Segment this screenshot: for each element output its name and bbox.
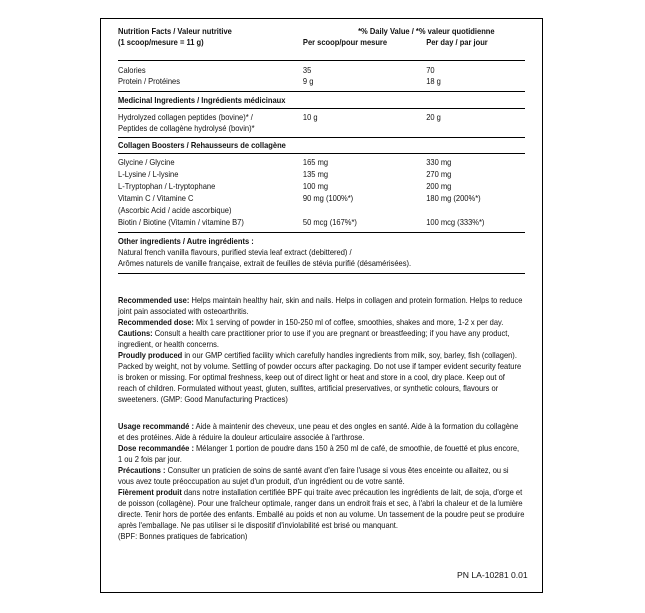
other-heading: Other ingredients / Autre ingrédients : (118, 237, 254, 246)
cautions (118, 328, 525, 350)
boosters-rows (118, 157, 525, 229)
row-value-scoop: 10 g (302, 113, 318, 122)
text: dans notre installation certifiée BPF qui traite avec précaution les ingrédients de lait, de soja, d'orge et de poisson (collagène). Pour une fraîcheur optimale, ranger dans un endroit frais et sec, à l'abri la chaleur et de la lumière directe. Tenir hors de portée des enfants. Emballé au poids et non au volume. Un tassement de la poudre peut se produire après l'emballage. Ne pas utiliser si le dispositif d'inviolabilité est brisé ou manquant. (118, 488, 525, 530)
row-value-scoop: 35 (302, 66, 312, 75)
row-value-scoop: 165 mg (302, 158, 329, 167)
dose-recommandee (118, 443, 525, 465)
table-row (118, 217, 492, 229)
column-header-scoop: Per scoop/pour mesure (302, 38, 388, 47)
column-header-day: Per day / par jour (426, 38, 488, 47)
boosters-section (118, 140, 525, 151)
table-row (118, 169, 492, 181)
medicinal-heading: Medicinal Ingredients / Ingrédients médicinaux (118, 96, 286, 105)
row-label: Hydrolyzed collagen peptides (bovine)* / (118, 113, 253, 122)
label: Dose recommandée : (118, 444, 194, 453)
table-row (118, 76, 492, 87)
macro-rows (118, 65, 525, 87)
row-label: Vitamin C / Vitamine C (118, 194, 194, 203)
table-row (118, 157, 492, 169)
row-label: Glycine / Glycine (118, 158, 175, 167)
divider (118, 60, 525, 61)
text: in our GMP certified facility which carefully handles ingredients from milk, soy, barley, fish (collagen). Packed by weight, not by volume. Settling of powder occurs after packaging. Do not use if tamper evident security feature is broken or missing. For optimal freshness, keep out of direct light or heat and store in a cool, dry place. Keep out of reach of children. Formulated without yeast, gluten, sulfites, artificial preservatives, or synthetic colours, flavours or sweeteners. (GMP: Good Manufacturing Practices) (118, 351, 522, 404)
row-label: Protein / Protéines (118, 77, 180, 86)
row-value-day: 270 mg (426, 170, 452, 179)
text: Consult a health care practitioner prior to use if you are pregnant or breastfeeding; if you have any product, ingredient, or health concerns. (118, 329, 510, 349)
row-label: L-Lysine / L-lysine (118, 170, 179, 179)
nutrition-facts-table (118, 26, 525, 49)
medicinal-rows (118, 112, 525, 134)
divider (118, 153, 525, 154)
facts-title: Nutrition Facts / Valeur nutritive (118, 27, 232, 36)
bpf-note: (BPF: Bonnes pratiques de fabrication) (118, 532, 248, 541)
row-value-day: 100 mcg (333%*) (426, 218, 485, 227)
label: Recommended dose: (118, 318, 194, 327)
medicinal-section (118, 95, 525, 106)
table-row (118, 65, 492, 76)
label: Cautions: (118, 329, 153, 338)
row-label: Biotin / Biotine (Vitamin / vitamine B7) (118, 218, 244, 227)
other-line: Arômes naturels de vanille française, extrait de feuilles de stévia purifié (désamérisées). (118, 259, 412, 268)
recommended-dose (118, 317, 525, 328)
row-value-scoop: 90 mg (100%*) (302, 194, 354, 203)
divider (118, 108, 525, 109)
row-value-day: 18 g (426, 77, 441, 86)
text: Mélanger 1 portion de poudre dans 150 à 250 ml de café, de smoothie, de fouetté et plus encore, 1 ou 2 fois par jour. (118, 444, 520, 464)
row-label: (Ascorbic Acid / acide ascorbique) (118, 206, 232, 215)
label: Recommended use: (118, 296, 190, 305)
table-row (118, 181, 492, 193)
row-value-scoop: 9 g (302, 77, 314, 86)
precautions (118, 465, 525, 487)
text: Consulter un praticien de soins de santé avant d'en faire l'usage si vous êtes enceinte ou allaitez, ou si vous avez toute préoccupation au sujet d'un produit, d'un ingrédient ou de votre santé. (118, 466, 509, 486)
label: Proudly produced (118, 351, 183, 360)
row-value-day: 330 mg (426, 158, 452, 167)
usage-recommande (118, 421, 525, 443)
row-value-scoop: 50 mcg (167%*) (302, 218, 357, 227)
table-row (118, 205, 492, 217)
label: Fièrement produit (118, 488, 182, 497)
row-label: Peptides de collagène hydrolysé (bovin)* (118, 124, 255, 133)
text: Mix 1 serving of powder in 150-250 ml of coffee, smoothies, shakes and more, 1-2 x per day. (193, 318, 504, 327)
row-value-day: 20 g (426, 113, 441, 122)
english-directions (118, 295, 525, 405)
boosters-heading: Collagen Boosters / Rehausseurs de collagène (118, 141, 286, 150)
production-info (118, 350, 525, 405)
other-ingredients (118, 236, 525, 269)
other-line: Natural french vanilla flavours, purified stevia leaf extract (debittered) / (118, 248, 352, 257)
table-row (118, 112, 492, 123)
divider (118, 232, 525, 233)
recommended-use (118, 295, 525, 317)
product-code: PN LA-10281 0.01 (457, 570, 528, 580)
row-value-day: 70 (426, 66, 435, 75)
row-label: Calories (118, 66, 146, 75)
text: Aide à maintenir des cheveux, une peau et des ongles en santé. Aide à la formation du collagène et des protéines. Aide à réduire la douleur articulaire associée à l'arthrose. (118, 422, 519, 442)
row-value-day: 200 mg (426, 182, 452, 191)
row-value-scoop: 100 mg (302, 182, 329, 191)
row-label: L-Tryptophan / L-tryptophane (118, 182, 216, 191)
divider (118, 273, 525, 274)
text: Helps maintain healthy hair, skin and nails. Helps in collagen and protein formation. Helps to reduce joint pain associated with osteoarthritis. (118, 296, 523, 316)
table-row (118, 193, 492, 205)
serving-size: (1 scoop/mesure = 11 g) (118, 38, 204, 47)
fierement-produit (118, 487, 525, 531)
table-row (118, 123, 492, 134)
divider (118, 91, 525, 92)
label: Usage recommandé : (118, 422, 194, 431)
divider (118, 137, 525, 138)
french-directions (118, 421, 525, 542)
label: Précautions : (118, 466, 166, 475)
daily-value-note: *% Daily Value / *% valeur quotidienne (358, 27, 495, 36)
row-value-day: 180 mg (200%*) (426, 194, 481, 203)
row-value-scoop: 135 mg (302, 170, 329, 179)
